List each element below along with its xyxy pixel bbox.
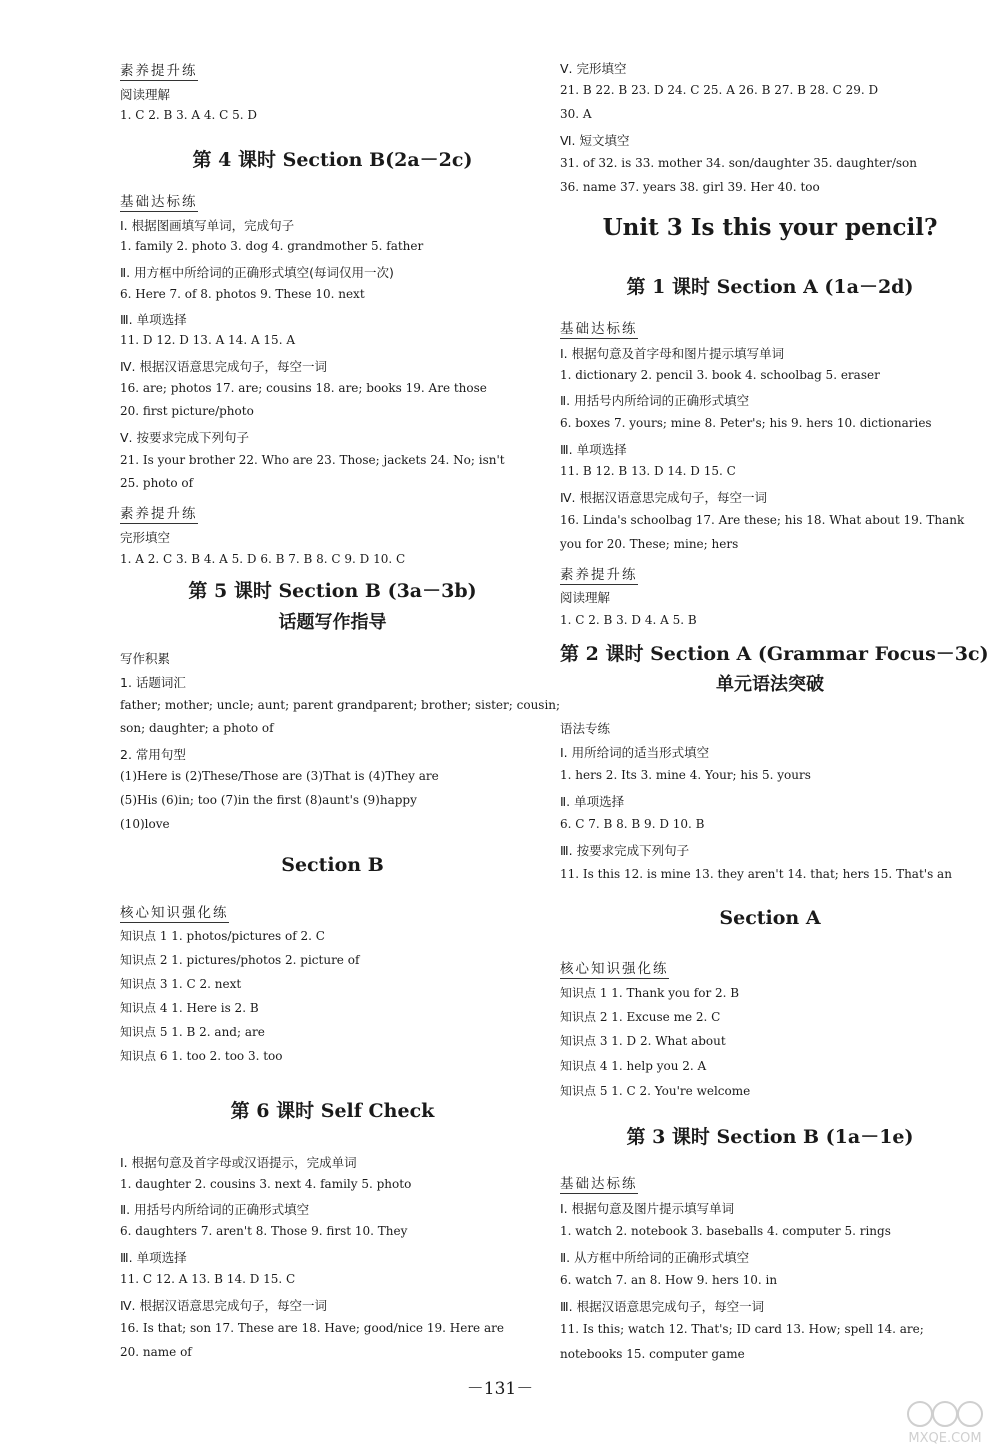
answer-line: 知识点 1 1. Thank you for 2. B bbox=[560, 986, 740, 1000]
lesson-heading: 第 4 课时 Section B(2a－2c) bbox=[192, 149, 473, 171]
lesson-heading: 第 2 课时 Section A (Grammar Focus－3c) bbox=[560, 643, 989, 665]
question-instruction: Ⅳ. 根据汉语意思完成句子，每空一词 bbox=[560, 490, 767, 505]
answer-line: 6. C 7. B 8. B 9. D 10. B bbox=[560, 817, 705, 831]
answer-line: 1. watch 2. notebook 3. baseballs 4. computer 5. rings bbox=[560, 1224, 891, 1238]
answer-line: 20. first picture/photo bbox=[120, 404, 254, 418]
answer-line: 16. Is that; son 17. These are 18. Have; good/nice 19. Here are bbox=[120, 1321, 504, 1335]
answer-line: 31. of 32. is 33. mother 34. son/daughter 35. daughter/son bbox=[560, 156, 917, 170]
answer-line: 知识点 3 1. C 2. next bbox=[120, 977, 242, 991]
answer-line: 16. are; photos 17. are; cousins 18. are; books 19. Are those bbox=[120, 381, 487, 395]
answer-line: 1. dictionary 2. pencil 3. book 4. schoolbag 5. eraser bbox=[560, 368, 880, 382]
answer-line: father; mother; uncle; aunt; parent grandparent; brother; sister; cousin; bbox=[120, 698, 561, 712]
question-instruction: 写作积累 bbox=[120, 651, 171, 666]
question-instruction: Ⅱ. 用括号内所给词的正确形式填空 bbox=[560, 393, 750, 408]
question-instruction: Ⅲ. 单项选择 bbox=[120, 1250, 187, 1265]
lesson-heading: 第 5 课时 Section B (3a－3b) bbox=[188, 580, 477, 602]
svg-text:MXQE.COM: MXQE.COM bbox=[908, 1431, 982, 1446]
question-instruction: 1. 话题词汇 bbox=[120, 675, 186, 690]
answer-line: 16. Linda's schoolbag 17. Are these; his 18. What about 19. Thank bbox=[560, 513, 965, 527]
answer-line: (1)Here is (2)These/Those are (3)That is (4)They are bbox=[120, 769, 439, 783]
section-tag: 素养提升练 bbox=[120, 506, 198, 522]
question-instruction: Ⅰ. 用所给词的适当形式填空 bbox=[560, 745, 710, 760]
answer-line: 1. daughter 2. cousins 3. next 4. family 5. photo bbox=[120, 1177, 412, 1191]
answer-line: 36. name 37. years 38. girl 39. Her 40. too bbox=[560, 180, 820, 194]
lesson-heading: Section A bbox=[719, 907, 821, 929]
section-tag: 基础达标练 bbox=[120, 194, 198, 210]
answer-line: 11. Is this 12. is mine 13. they aren't 14. that; hers 15. That's an bbox=[560, 867, 952, 881]
answer-line: 6. daughters 7. aren't 8. Those 9. first 10. They bbox=[120, 1224, 408, 1238]
answer-line: 21. Is your brother 22. Who are 23. Those; jackets 24. No; isn't bbox=[120, 453, 505, 467]
lesson-subheading: 话题写作指导 bbox=[278, 612, 387, 633]
page-number: －131－ bbox=[466, 1379, 534, 1399]
question-instruction: Ⅱ. 用方框中所给词的正确形式填空(每词仅用一次) bbox=[120, 265, 394, 280]
question-instruction: Ⅱ. 单项选择 bbox=[560, 794, 625, 809]
question-instruction: Ⅲ. 根据汉语意思完成句子，每空一词 bbox=[560, 1299, 765, 1314]
answer-line: notebooks 15. computer game bbox=[560, 1347, 745, 1361]
question-instruction: Ⅴ. 完形填空 bbox=[560, 61, 627, 76]
lesson-heading: 第 1 课时 Section A (1a－2d) bbox=[626, 276, 914, 298]
question-instruction: Ⅳ. 根据汉语意思完成句子，每空一词 bbox=[120, 1298, 327, 1313]
section-tag: 核心知识强化练 bbox=[120, 905, 229, 921]
lesson-heading: Section B bbox=[281, 854, 384, 876]
answer-line: 1. C 2. B 3. D 4. A 5. B bbox=[560, 613, 697, 627]
answer-line: 20. name of bbox=[120, 1345, 192, 1359]
answer-line: (5)His (6)in; too (7)in the first (8)aunt's (9)happy bbox=[120, 793, 417, 807]
answer-line: 知识点 2 1. Excuse me 2. C bbox=[560, 1010, 721, 1024]
answer-line: 1. family 2. photo 3. dog 4. grandmother 5. father bbox=[120, 239, 424, 253]
question-instruction: 完形填空 bbox=[120, 530, 171, 545]
section-tag: 基础达标练 bbox=[560, 1176, 638, 1192]
section-tag: 核心知识强化练 bbox=[560, 961, 669, 977]
answer-line: 知识点 5 1. B 2. and; are bbox=[120, 1025, 265, 1039]
question-instruction: Ⅱ. 从方框中所给词的正确形式填空 bbox=[560, 1250, 750, 1265]
answer-line: 6. boxes 7. yours; mine 8. Peter's; his 9. hers 10. dictionaries bbox=[560, 416, 932, 430]
question-instruction: 阅读理解 bbox=[560, 590, 611, 605]
answer-line: 1. A 2. C 3. B 4. A 5. D 6. B 7. B 8. C 9. D 10. C bbox=[120, 552, 406, 566]
lesson-heading: 第 3 课时 Section B (1a－1e) bbox=[626, 1126, 914, 1148]
answer-line: 知识点 2 1. pictures/photos 2. picture of bbox=[120, 953, 360, 967]
question-instruction: Ⅰ. 根据图画填写单词，完成句子 bbox=[120, 218, 295, 233]
question-instruction: Ⅱ. 用括号内所给词的正确形式填空 bbox=[120, 1202, 310, 1217]
answer-line: 11. B 12. B 13. D 14. D 15. C bbox=[560, 464, 736, 478]
answer-line: 25. photo of bbox=[120, 476, 194, 490]
question-instruction: Ⅰ. 根据句意及图片提示填写单词 bbox=[560, 1201, 735, 1216]
answer-line: 6. Here 7. of 8. photos 9. These 10. next bbox=[120, 287, 365, 301]
question-instruction: Ⅲ. 单项选择 bbox=[120, 312, 187, 327]
unit-title: Unit 3 Is this your pencil? bbox=[602, 214, 938, 241]
question-instruction: Ⅲ. 按要求完成下列句子 bbox=[560, 843, 690, 858]
answer-line: 11. Is this; watch 12. That's; ID card 13. How; spell 14. are; bbox=[560, 1322, 924, 1336]
answer-line: 知识点 3 1. D 2. What about bbox=[560, 1034, 726, 1048]
answer-line: 知识点 5 1. C 2. You're welcome bbox=[560, 1084, 751, 1098]
answer-line: 21. B 22. B 23. D 24. C 25. A 26. B 27. B 28. C 29. D bbox=[560, 83, 879, 97]
question-instruction: Ⅰ. 根据句意及首字母或汉语提示，完成单词 bbox=[120, 1155, 357, 1170]
answer-line: son; daughter; a photo of bbox=[120, 721, 274, 735]
answer-line: 11. C 12. A 13. B 14. D 15. C bbox=[120, 1272, 296, 1286]
watermark-logo bbox=[900, 1398, 990, 1448]
answer-line: 知识点 4 1. Here is 2. B bbox=[120, 1001, 259, 1015]
lesson-subheading: 单元语法突破 bbox=[716, 674, 824, 695]
question-instruction: Ⅰ. 根据句意及首字母和图片提示填写单词 bbox=[560, 346, 785, 361]
answer-line: 知识点 1 1. photos/pictures of 2. C bbox=[120, 929, 325, 943]
question-instruction: Ⅲ. 单项选择 bbox=[560, 442, 627, 457]
question-instruction: Ⅳ. 根据汉语意思完成句子，每空一词 bbox=[120, 359, 327, 374]
question-instruction: 2. 常用句型 bbox=[120, 747, 186, 762]
answer-line: 1. C 2. B 3. A 4. C 5. D bbox=[120, 108, 258, 122]
question-instruction: Ⅵ. 短文填空 bbox=[560, 133, 630, 148]
lesson-heading: 第 6 课时 Self Check bbox=[230, 1100, 435, 1122]
answer-line: 11. D 12. D 13. A 14. A 15. A bbox=[120, 333, 295, 347]
question-instruction: 阅读理解 bbox=[120, 87, 171, 102]
answer-line: 6. watch 7. an 8. How 9. hers 10. in bbox=[560, 1273, 778, 1287]
answer-line: 知识点 6 1. too 2. too 3. too bbox=[120, 1049, 283, 1063]
question-instruction: 语法专练 bbox=[560, 721, 611, 736]
question-instruction: Ⅴ. 按要求完成下列句子 bbox=[120, 430, 249, 445]
answer-line: 30. A bbox=[560, 107, 592, 121]
answer-line: 知识点 4 1. help you 2. A bbox=[560, 1059, 707, 1073]
section-tag: 素养提升练 bbox=[560, 567, 638, 583]
section-tag: 基础达标练 bbox=[560, 321, 638, 337]
section-tag: 素养提升练 bbox=[120, 63, 198, 79]
answer-line: 1. hers 2. Its 3. mine 4. Your; his 5. yours bbox=[560, 768, 811, 782]
answer-line: (10)love bbox=[120, 817, 170, 831]
answer-line: you for 20. These; mine; hers bbox=[560, 537, 739, 551]
